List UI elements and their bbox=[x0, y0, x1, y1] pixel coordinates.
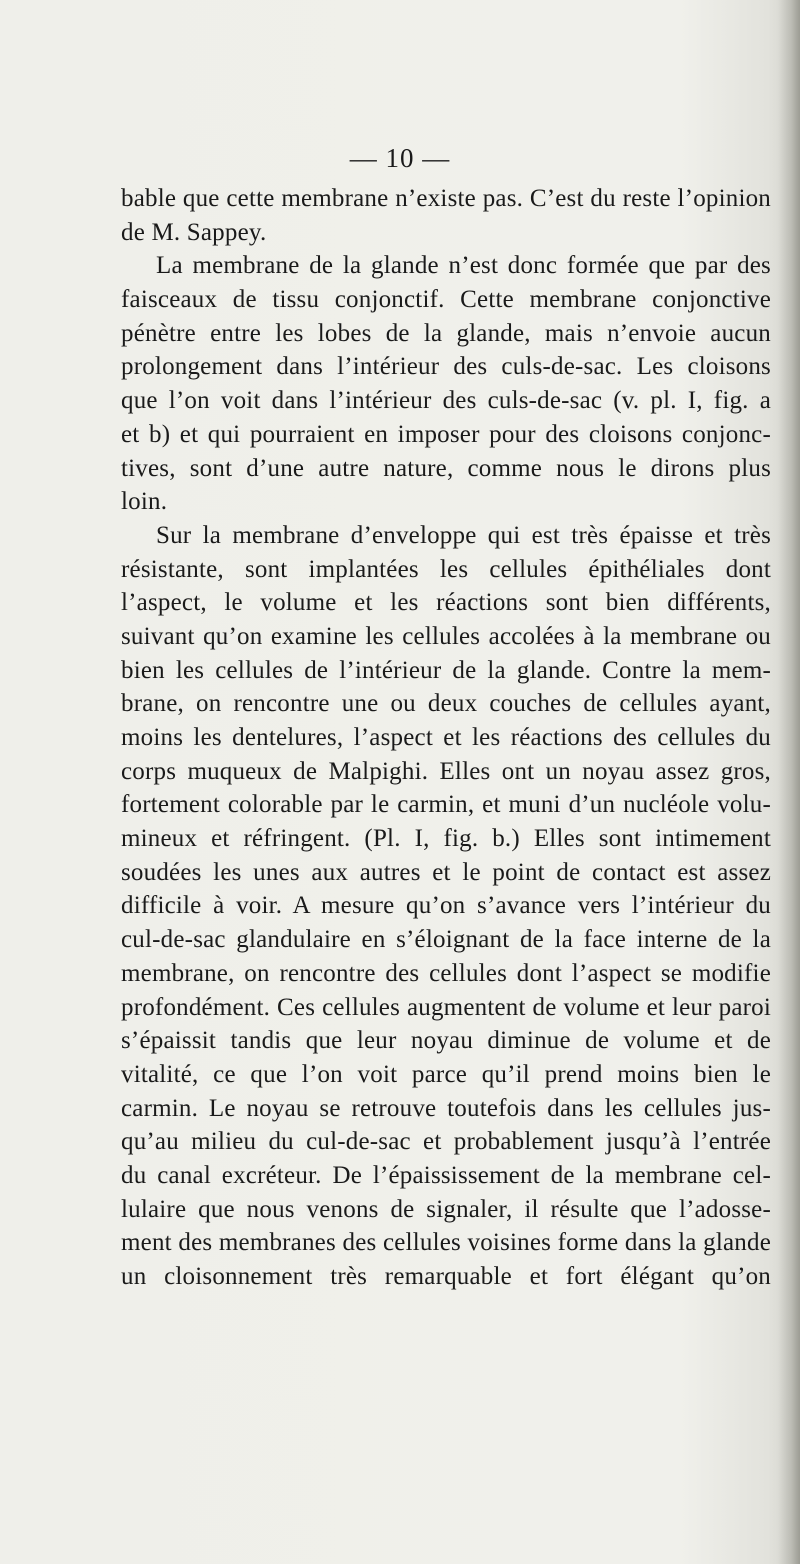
text-line: tives, sont d’une autre nature, comme nous le dirons plus bbox=[121, 454, 771, 482]
text-line: suivant qu’on examine les cellules accolées à la membrane ou bbox=[121, 622, 771, 650]
text-line: brane, on rencontre une ou deux couches de cellules ayant, bbox=[121, 690, 771, 718]
text-line: faisceaux de tissu conjonctif. Cette membrane conjonctive bbox=[121, 286, 771, 314]
text-line: cul-de-sac glandulaire en s’éloignant de la face interne de la bbox=[121, 926, 771, 954]
text-line: qu’au milieu du cul-de-sac et probablement jusqu’à l’entrée bbox=[121, 1128, 771, 1156]
text-line: moins les dentelures, l’aspect et les réactions des cellules du bbox=[121, 724, 771, 751]
text-line: prolongement dans l’intérieur des culs-de-sac. Les cloisons bbox=[121, 353, 771, 381]
text-line: que l’on voit dans l’intérieur des culs-de-sac (v. pl. I, fig. a bbox=[121, 387, 771, 415]
text-line: du canal excréteur. De l’épaississement de la membrane cel- bbox=[121, 1161, 771, 1189]
text-line: soudées les unes aux autres et le point de contact est assez bbox=[121, 858, 771, 886]
text-line: loin. bbox=[121, 488, 168, 516]
text-line: corps muqueux de Malpighi. Elles ont un noyau assez gros, bbox=[121, 757, 771, 785]
text-line: lulaire que nous venons de signaler, il résulte que l’adosse- bbox=[121, 1195, 771, 1223]
body-text bbox=[121, 182, 771, 1294]
page-edge-shadow bbox=[778, 0, 800, 1564]
text-line: de M. Sappey. bbox=[121, 218, 267, 246]
text-line: bien les cellules de l’intérieur de la glande. Contre la mem- bbox=[121, 656, 771, 684]
text-line: difficile à voir. A mesure qu’on s’avance vers l’intérieur du bbox=[121, 892, 771, 920]
text-line: profondément. Ces cellules augmentent de volume et leur paroi bbox=[121, 993, 771, 1021]
text-line: fortement colorable par le carmin, et muni d’un nucléole volu- bbox=[121, 791, 771, 819]
text-line: résistante, sont implantées les cellules épithéliales dont bbox=[121, 555, 771, 583]
text-line: bable que cette membrane n’existe pas. C’est du reste l’opinion bbox=[121, 185, 771, 212]
text-line: ment des membranes des cellules voisines forme dans la glande bbox=[121, 1229, 771, 1257]
text-line: vitalité, ce que l’on voit parce qu’il prend moins bien le bbox=[121, 1060, 771, 1088]
text-line: Sur la membrane d’enveloppe qui est très épaisse et très bbox=[156, 521, 771, 549]
text-line: La membrane de la glande n’est donc formée que par des bbox=[156, 252, 771, 280]
text-line: un cloisonnement très remarquable et fort élégant qu’on bbox=[121, 1263, 771, 1290]
text-line: l’aspect, le volume et les réactions sont bien différents, bbox=[121, 589, 771, 617]
text-line: et b) et qui pourraient en imposer pour des cloisons conjonc- bbox=[121, 420, 771, 448]
page-number: — 10 — bbox=[349, 143, 451, 173]
text-line: carmin. Le noyau se retrouve toutefois dans les cellules jus- bbox=[121, 1094, 771, 1122]
text-line: pénètre entre les lobes de la glande, mais n’envoie aucun bbox=[121, 319, 771, 347]
text-line: s’épaissit tandis que leur noyau diminue de volume et de bbox=[121, 1027, 771, 1055]
text-line: membrane, on rencontre des cellules dont l’aspect se modifie bbox=[121, 959, 771, 987]
text-line: mineux et réfringent. (Pl. I, fig. b.) Elles sont intimement bbox=[121, 825, 771, 853]
